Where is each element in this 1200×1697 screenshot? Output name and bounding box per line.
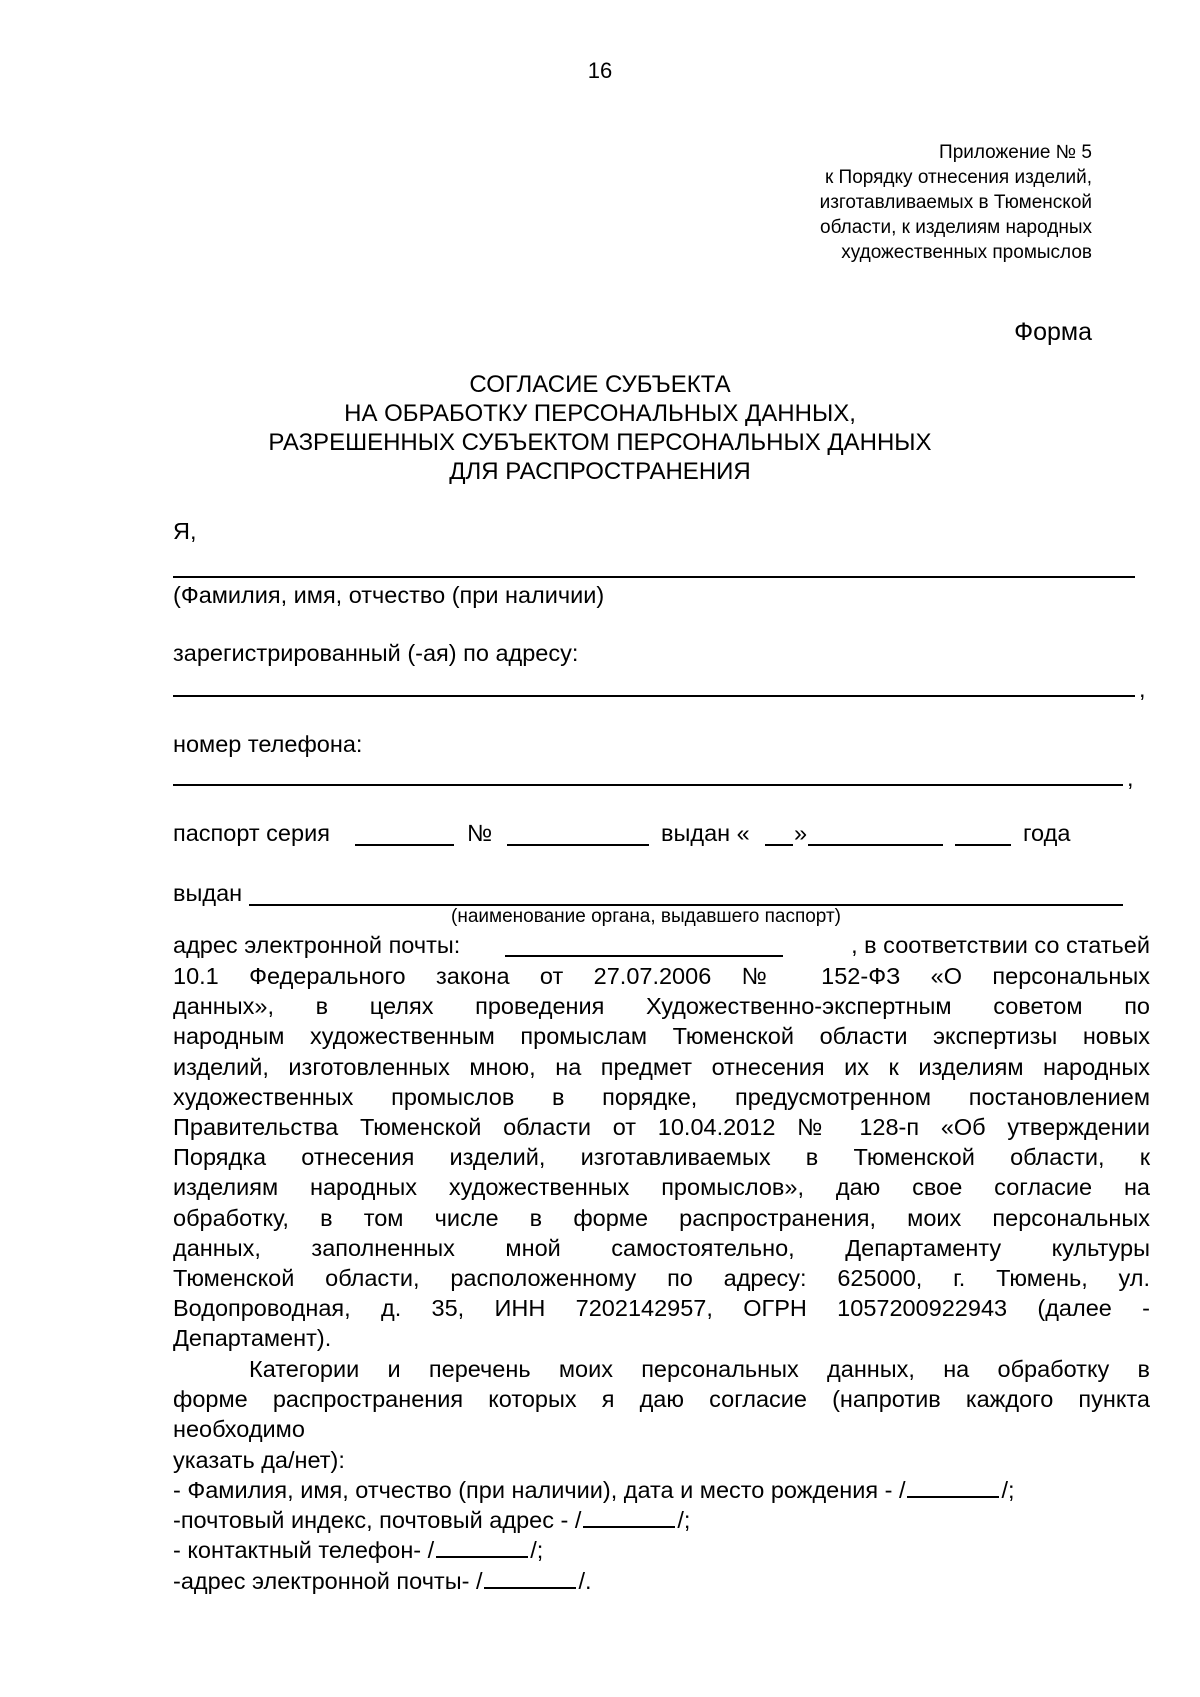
consent-paragraph — [173, 961, 1150, 1353]
list-item — [173, 1535, 1150, 1565]
appendix-line: Приложение № 5 — [939, 142, 1092, 163]
phone-label: номер телефона: — [173, 731, 363, 757]
paragraph-line: Порядка отнесения изделий, изготавливаемых в Тюменской области, к — [173, 1144, 1150, 1171]
data-categories-list — [173, 1475, 1150, 1596]
list-item — [173, 1475, 1150, 1505]
passport-year-blank[interactable] — [955, 844, 1011, 846]
passport-series-label: паспорт серия — [173, 820, 330, 846]
appendix-line: художественных промыслов — [841, 242, 1092, 263]
paragraph-line: изделий, изготовленных мною, на предмет отнесения их к изделиям народных — [173, 1053, 1150, 1080]
paragraph-line: обработку, в том числе в форме распространения, моих персональных — [173, 1204, 1150, 1231]
list-item-end: /; — [530, 1537, 544, 1564]
email-blank[interactable] — [505, 955, 783, 957]
list-item-text: - Фамилия, имя, отчество (при наличии), дата и место рождения - / — [173, 1477, 906, 1503]
address-comma: , — [1139, 676, 1146, 702]
page-number: 16 — [587, 58, 613, 83]
passport-issued-label: выдан « — [661, 820, 750, 846]
list-item-text: - контактный телефон- / — [173, 1537, 435, 1564]
appendix-line: к Порядку отнесения изделий, — [824, 167, 1092, 188]
fio-caption: (Фамилия, имя, отчество (при наличии) — [173, 582, 605, 608]
passport-quote-close: » — [794, 820, 808, 846]
passport-month-blank[interactable] — [808, 844, 943, 846]
paragraph-line: Правительства Тюменской области от 10.04.2012 № 128-п «Об утверждении — [173, 1113, 1150, 1140]
title-line: НА ОБРАБОТКУ ПЕРСОНАЛЬНЫХ ДАННЫХ, — [344, 400, 856, 427]
passport-number-label: № — [467, 820, 493, 846]
paragraph-line: художественных промыслов в порядке, предусмотренном постановлением — [173, 1083, 1150, 1110]
list-item — [173, 1566, 1150, 1596]
paragraph-line: Категории и перечень моих персональных данных, на обработку в — [249, 1356, 1150, 1382]
address-blank-line[interactable] — [173, 695, 1135, 697]
yes-no-blank[interactable] — [583, 1525, 675, 1528]
form-label: Форма — [1014, 318, 1092, 346]
fio-blank-line[interactable] — [173, 576, 1135, 578]
paragraph-line: форме распространения которых я даю согласие (напротив каждого пункта — [173, 1386, 1150, 1413]
appendix-line: изготавливаемых в Тюменской — [819, 192, 1092, 213]
paragraph-line: указать да/нет): — [173, 1446, 345, 1473]
passport-series-blank[interactable] — [355, 844, 454, 846]
list-item-end: /. — [578, 1567, 592, 1594]
appendix-reference — [672, 140, 1092, 265]
phone-comma: , — [1127, 765, 1134, 791]
paragraph-line: данных», в целях проведения Художественно-экспертным советом по — [173, 993, 1150, 1020]
appendix-line: области, к изделиям народных — [820, 217, 1092, 238]
paragraph-line: Тюменской области, расположенному по адресу: 625000, г. Тюмень, ул. — [173, 1264, 1150, 1291]
title-line: ДЛЯ РАСПРОСТРАНЕНИЯ — [449, 458, 751, 485]
paragraph-line: народным художественным промыслам Тюменской области экспертизы новых — [173, 1023, 1150, 1050]
title-line: СОГЛАСИЕ СУБЪЕКТА — [469, 371, 731, 398]
i-label: Я, — [173, 518, 197, 544]
passport-day-blank[interactable] — [765, 844, 793, 846]
paragraph-line: данных, заполненных мной самостоятельно, Департаменту культуры — [173, 1234, 1150, 1261]
document-title — [150, 370, 1050, 486]
phone-blank-line[interactable] — [173, 784, 1123, 786]
issued-by-caption: (наименование органа, выдавшего паспорт) — [451, 906, 841, 927]
list-item-end: /; — [1001, 1477, 1015, 1503]
list-item-text: -почтовый индекс, почтовый адрес - / — [173, 1507, 582, 1534]
paragraph-line: необходимо — [173, 1416, 305, 1443]
passport-number-blank[interactable] — [507, 844, 649, 846]
paragraph-line: 10.1 Федерального закона от 27.07.2006 № 152-ФЗ «О персональных — [173, 963, 1150, 989]
yes-no-blank[interactable] — [436, 1555, 528, 1558]
passport-year-label: года — [1023, 820, 1071, 846]
address-label: зарегистрированный (-ая) по адресу: — [173, 640, 579, 666]
yes-no-blank[interactable] — [484, 1586, 576, 1589]
paragraph-line: изделиям народных художественных промыслов», даю свое согласие на — [173, 1174, 1150, 1201]
title-line: РАЗРЕШЕННЫХ СУБЪЕКТОМ ПЕРСОНАЛЬНЫХ ДАННЫХ — [268, 429, 932, 456]
issued-by-label: выдан — [173, 880, 243, 906]
categories-paragraph — [173, 1354, 1150, 1475]
list-item-end: /; — [677, 1507, 691, 1534]
list-item — [173, 1505, 1150, 1535]
email-after-text: , в соответствии со статьей — [851, 932, 1150, 958]
yes-no-blank[interactable] — [907, 1495, 999, 1498]
list-item-text: -адрес электронной почты- / — [173, 1567, 483, 1594]
email-label: адрес электронной почты: — [173, 932, 461, 958]
paragraph-line: Водопроводная, д. 35, ИНН 7202142957, ОГРН 1057200922943 (далее - — [173, 1295, 1150, 1322]
paragraph-line: Департамент). — [173, 1325, 332, 1352]
